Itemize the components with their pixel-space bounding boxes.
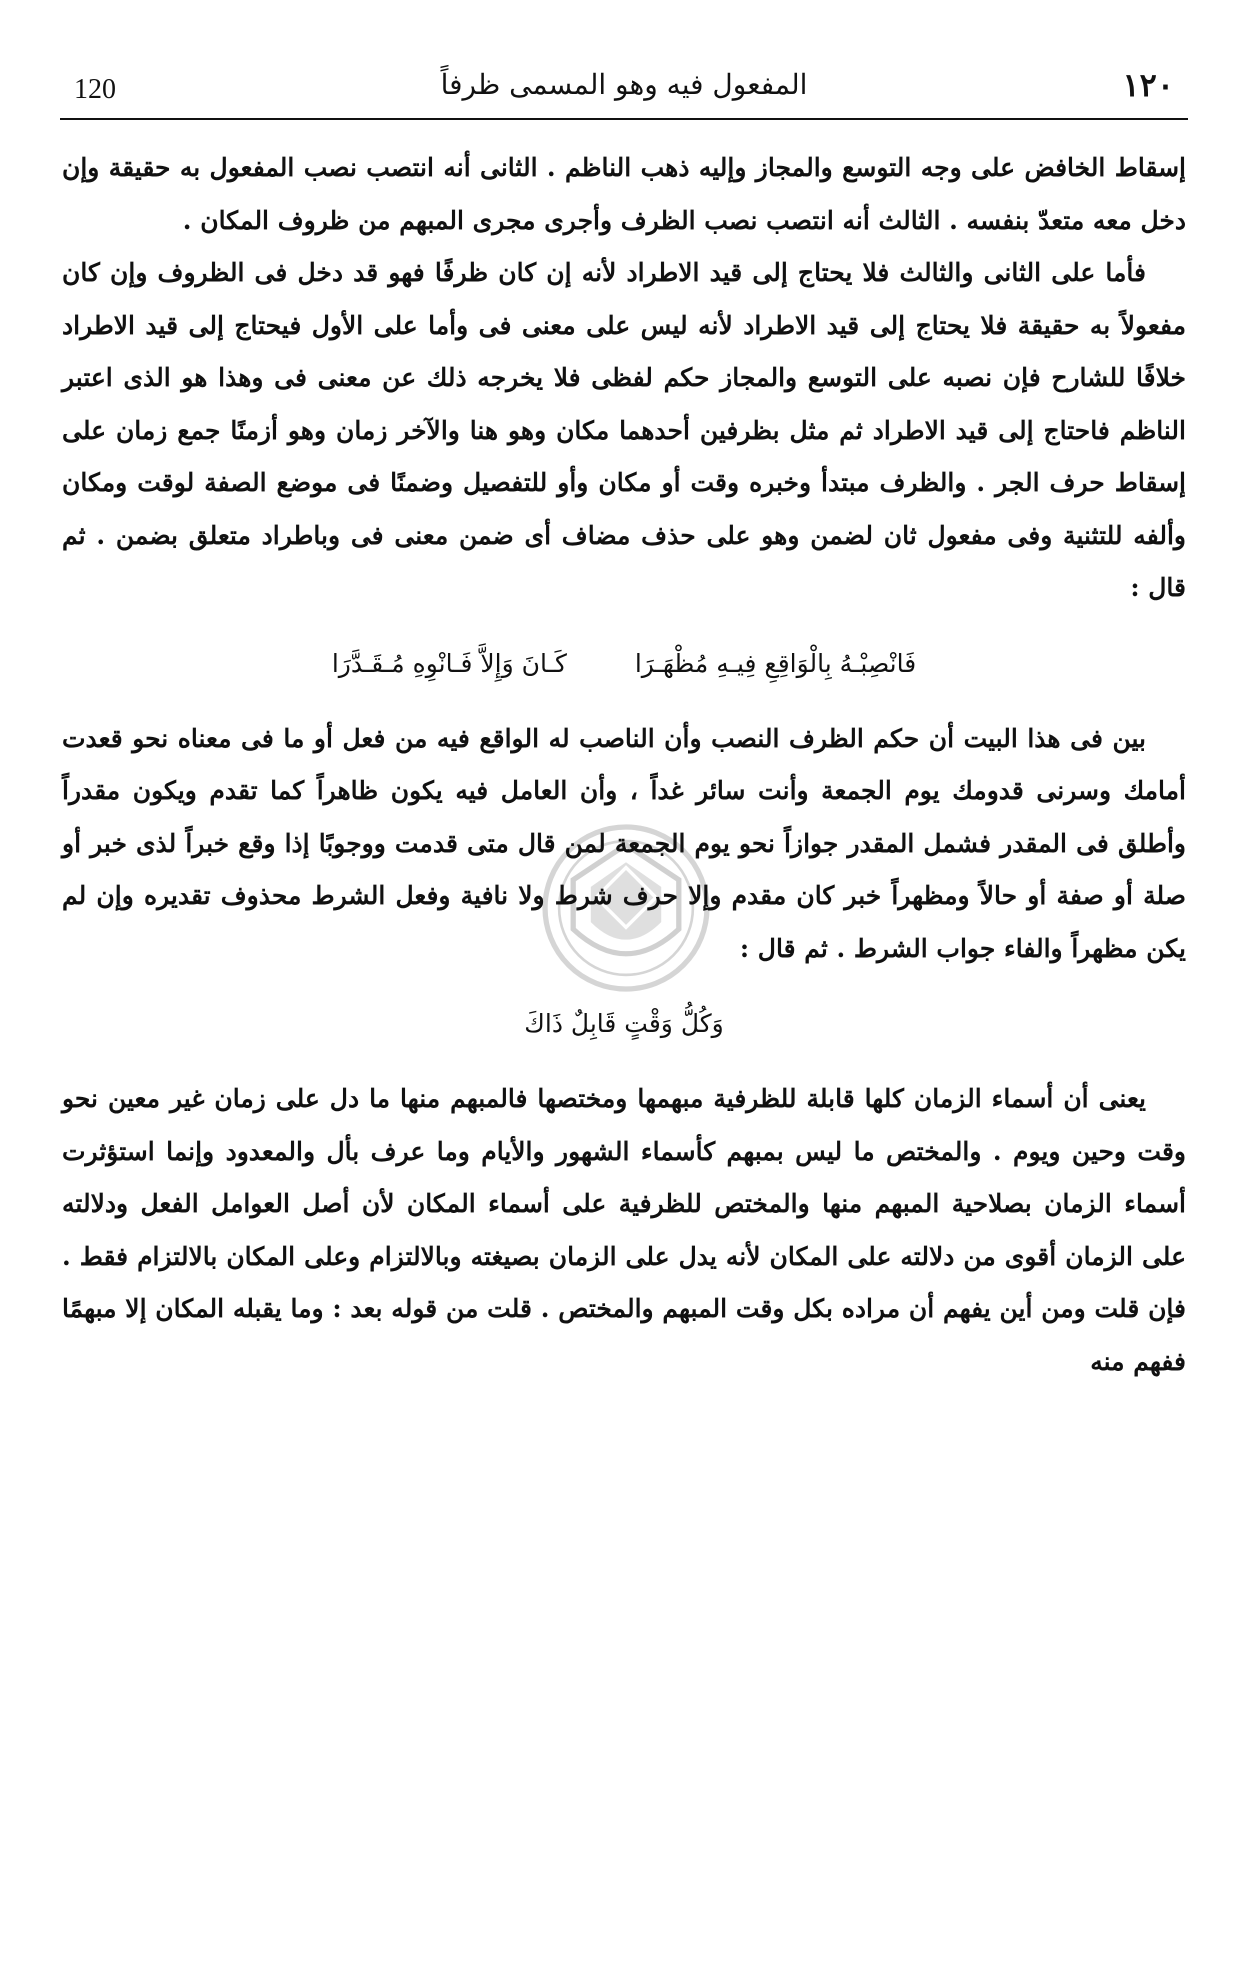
verse-1-second-hemistich: كَـانَ وَإِلاَّ فَـانْوِهِ مُـقَـدَّرَا xyxy=(331,648,567,678)
verse-1-first-hemistich: فَانْصِبْـهُ بِالْوَاقِعِ فِيـهِ مُظْهَـرَا xyxy=(634,648,917,678)
running-title: المفعول فيه وهو المسمى ظرفاً xyxy=(440,68,808,101)
running-header xyxy=(60,62,1188,120)
page-body xyxy=(62,142,1186,1388)
verse-line-1 xyxy=(62,627,1186,701)
paragraph-3: بين فى هذا البيت أن حكم الظرف النصب وأن الناصب له الواقع فيه من فعل أو ما فى معناه نحو قعدت أمامك وسرنى قدومك يوم الجمعة وأنت سائر غداً ، وأن العامل فيه يكون ظاهراً كما تقدم ويكون مقدراً وأطلق فى المقدر فشمل المقدر جوازاً نحو يوم الجمعة لمن قال متى قدمت ووجوبًا إذا وقع خبراً لذى خبر أو صلة أو صفة أو حالاً ومظهراً خبر كان مقدم وإلا حرف شرط ولا نافية وفعل الشرط محذوف تقديره وإن لم يكن مظهراً والفاء جواب الشرط . ثم قال : xyxy=(62,723,1186,963)
paragraph-4: يعنى أن أسماء الزمان كلها قابلة للظرفية مبهمها ومختصها فالمبهم منها ما دل على زمان غير معين نحو وقت وحين ويوم . والمختص ما ليس بمبهم كأسماء الشهور والأيام وما عرف بأل والمعدود وإنما استؤثرت أسماء الزمان بصلاحية المبهم منها والمختص للظرفية على أسماء المكان لأن أصل العوامل الفعل ودلالته على الزمان أقوى من دلالته على المكان لأنه يدل على الزمان بصيغته وبالالتزام وعلى المكان بالالتزام فقط . فإن قلت ومن أين يفهم أن مراده بكل وقت المبهم والمختص . قلت من قوله بعد : وما يقبله المكان إلا مبهمًا ففهم منه xyxy=(62,1084,1186,1376)
verse-line-2: وَكُلُّ وَقْتٍ قَابِلٌ ذَاكَ xyxy=(524,1009,724,1038)
page-number-latin: 120 xyxy=(74,74,116,105)
paragraph-1: إسقاط الخافض على وجه التوسع والمجاز وإليه ذهب الناظم . الثانى أنه انتصب نصب المفعول به حقيقة وإن دخل معه متعدّ بنفسه . الثالث أنه انتصب نصب الظرف وأجرى مجرى المبهم من ظروف المكان . xyxy=(62,153,1186,235)
page-number-arabic: ١٢٠ xyxy=(1122,66,1174,104)
paragraph-2: فأما على الثانى والثالث فلا يحتاج إلى قيد الاطراد لأنه إن كان ظرفًا فهو قد دخل فى الظروف وإن كان مفعولاً به حقيقة فلا يحتاج إلى قيد الاطراد لأنه ليس على معنى فى وأما على الأول فيحتاج إلى قيد الاطراد خلافًا للشارح فإن نصبه على التوسع والمجاز حكم لفظى فلا يخرجه ذلك عن معنى فى وهذا هو الذى اعتبر الناظم فاحتاج إلى قيد الاطراد ثم مثل بظرفين أحدهما مكان وهو هنا والآخر زمان وهو أزمنًا جمع زمان على إسقاط حرف الجر . والظرف مبتدأ وخبره وقت أو مكان وأو للتفصيل وضمنًا فى موضع الصفة لوقت ومكان وألفه للتثنية وفى مفعول ثان لضمن وهو على حذف مضاف أى ضمن معنى فى وباطراد متعلق بضمن . ثم قال : xyxy=(62,258,1186,602)
